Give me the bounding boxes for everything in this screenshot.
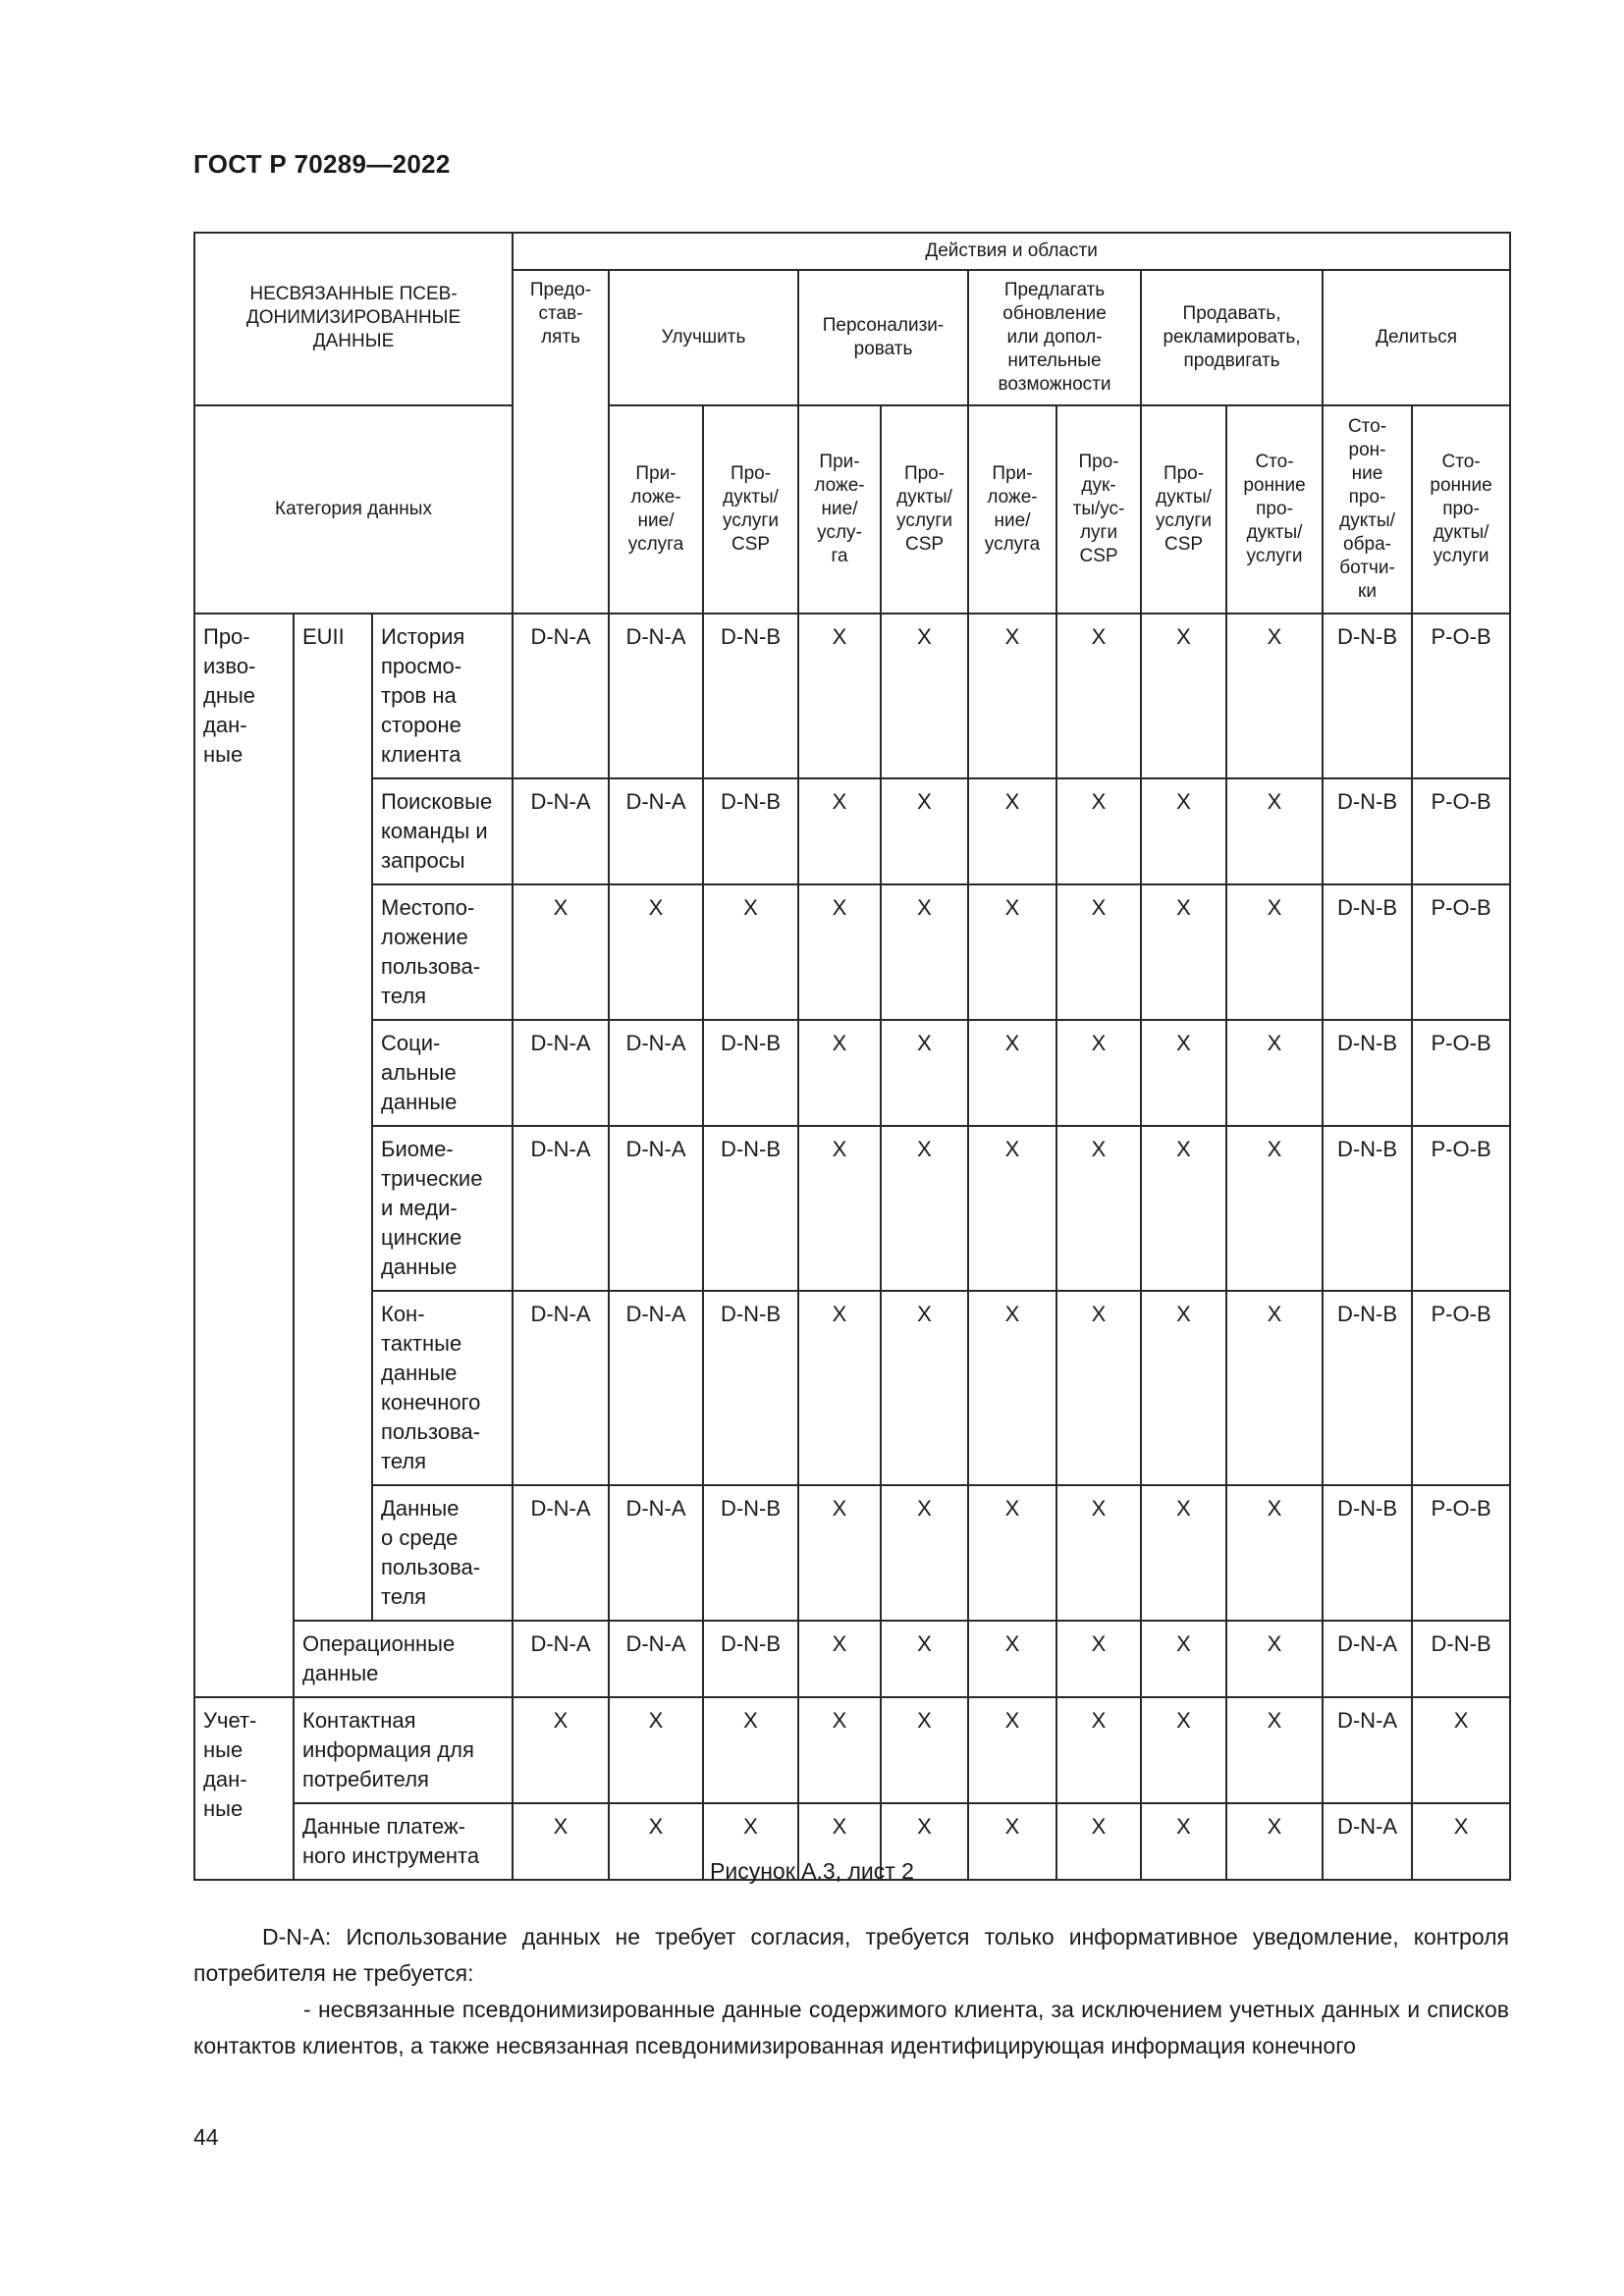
cell-value: X (1226, 1485, 1323, 1621)
cell-value: P-O-B (1412, 1291, 1510, 1485)
cell-value: P-O-B (1412, 884, 1510, 1020)
cell-value: X (881, 1485, 968, 1621)
cell-value: X (798, 1291, 881, 1485)
cell-value: D-N-A (513, 1621, 609, 1697)
cell-value: D-N-A (1323, 1621, 1412, 1697)
cell-value: X (1226, 778, 1323, 884)
figure-caption: Рисунок А.3, лист 2 (710, 1858, 914, 1884)
cell-value: X (881, 1621, 968, 1697)
cell-value: D-N-A (609, 778, 703, 884)
cell-value: X (881, 1020, 968, 1126)
cell-value: X (1226, 614, 1323, 778)
cell-value: X (798, 1621, 881, 1697)
cell-value: X (513, 1803, 609, 1880)
cell-value: P-O-B (1412, 614, 1510, 778)
cell-value: X (1141, 1485, 1226, 1621)
cell-value: X (609, 884, 703, 1020)
cell-value: D-N-A (513, 1485, 609, 1621)
table-row (194, 1126, 1510, 1291)
table-row (194, 1485, 1510, 1621)
cell-value: X (609, 1697, 703, 1803)
table-title: НЕСВЯЗАННЫЕ ПСЕВ- ДОНИМИЗИРОВАННЫЕ ДАННЫЕ (194, 233, 513, 405)
row-label: Местопо- ложение пользова- теля (372, 884, 513, 1020)
page-number: 44 (193, 2124, 219, 2150)
cell-value: D-N-B (1323, 614, 1412, 778)
cell-value: X (1056, 1020, 1141, 1126)
row-label: Данные о среде пользова- теля (372, 1485, 513, 1621)
cell-value: X (1141, 1803, 1226, 1880)
cell-value: X (798, 1126, 881, 1291)
subheader-share-processors: Сто- рон- ние про- дукты/ обра- ботчи- ки (1323, 405, 1412, 614)
cell-value: X (609, 1803, 703, 1880)
cell-value: D-N-A (513, 778, 609, 884)
cell-value: X (968, 1803, 1056, 1880)
cell-value: D-N-B (703, 1485, 798, 1621)
row-label: Данные платеж- ного инструмента (294, 1803, 513, 1880)
cell-value: P-O-B (1412, 1126, 1510, 1291)
cell-value: X (881, 1803, 968, 1880)
table-row (194, 1621, 1510, 1697)
cell-value: X (968, 1126, 1056, 1291)
cell-value: X (968, 1621, 1056, 1697)
cell-value: X (798, 1803, 881, 1880)
row-label: Операционные данные (294, 1621, 513, 1697)
subheader-improve-products: Про- дукты/ услуги CSP (703, 405, 798, 614)
definition-paragraph: D-N-A: Использование данных не требует согласия, требуется только информативное уведомление, контроля потребителя не требуется: (193, 1924, 1509, 1986)
cell-value: X (798, 614, 881, 778)
cell-value: X (1226, 1291, 1323, 1485)
cell-value: X (1056, 1126, 1141, 1291)
cell-value: D-N-A (609, 1020, 703, 1126)
row-label: Контактная информация для потребителя (294, 1697, 513, 1803)
cell-value: X (1056, 778, 1141, 884)
cell-value: X (1226, 1803, 1323, 1880)
table-row (194, 1020, 1510, 1126)
cell-value: P-O-B (1412, 1020, 1510, 1126)
cell-value: D-N-A (1323, 1803, 1412, 1880)
cell-value: D-N-B (1323, 1485, 1412, 1621)
cell-value: D-N-A (609, 1621, 703, 1697)
cell-value: D-N-B (1323, 1291, 1412, 1485)
cell-value: X (798, 1697, 881, 1803)
cell-value: D-N-B (1412, 1621, 1510, 1697)
document-header: ГОСТ Р 70289—2022 (193, 149, 451, 179)
cell-value: X (881, 778, 968, 884)
list-item-paragraph: - несвязанные псевдонимизированные данные содержимого клиента, за исключением учетных данных и списков контактов клиентов, а также несвязанная псевдонимизированная идентифицирующая информация конечного (193, 1997, 1509, 2058)
subheader-personalize-products: Про- дукты/ услуги CSP (881, 405, 968, 614)
cell-value: D-N-B (1323, 778, 1412, 884)
group-euii: EUII (294, 614, 372, 1621)
cell-value: X (1141, 614, 1226, 778)
subheader-offer-products: Про- дук- ты/ус- луги CSP (1056, 405, 1141, 614)
subheader-offer-app: При- ложе- ние/ услуга (968, 405, 1056, 614)
subheader-share-third-party: Сто- ронние про- дукты/ услуги (1412, 405, 1510, 614)
cell-value: X (1056, 614, 1141, 778)
cell-value: D-N-B (703, 778, 798, 884)
cell-value: X (968, 614, 1056, 778)
cell-value: D-N-A (513, 1020, 609, 1126)
cell-value: X (1226, 884, 1323, 1020)
cell-value: X (1141, 1291, 1226, 1485)
subheader-sell-third-party: Сто- ронние про- дукты/ услуги (1226, 405, 1323, 614)
cell-value: X (798, 884, 881, 1020)
cell-value: D-N-B (703, 614, 798, 778)
cell-value: X (1141, 884, 1226, 1020)
cell-value: X (703, 884, 798, 1020)
cell-value: X (968, 1291, 1056, 1485)
row-label: Поисковые команды и запросы (372, 778, 513, 884)
row-label: Кон- тактные данные конечного пользова- теля (372, 1291, 513, 1485)
cell-value: X (1056, 1485, 1141, 1621)
cell-value: D-N-B (703, 1126, 798, 1291)
header-improve: Улучшить (609, 270, 798, 405)
table-row (194, 1291, 1510, 1485)
group-account-data: Учет- ные дан- ные (194, 1697, 294, 1880)
subheader-sell-products: Про- дукты/ услуги CSP (1141, 405, 1226, 614)
header-share: Делиться (1323, 270, 1510, 405)
category-header: Категория данных (194, 405, 513, 614)
cell-value: X (1141, 1126, 1226, 1291)
cell-value: D-N-A (513, 1126, 609, 1291)
cell-value: X (968, 1020, 1056, 1126)
header-provide: Предо- став- лять (513, 270, 609, 614)
header-sell: Продавать, рекламировать, продвигать (1141, 270, 1323, 405)
table-row (194, 884, 1510, 1020)
table-row (194, 778, 1510, 884)
table-row (194, 1697, 1510, 1803)
cell-value: D-N-A (513, 1291, 609, 1485)
cell-value: X (1056, 884, 1141, 1020)
cell-value: X (968, 778, 1056, 884)
group-derived-data: Про- изво- дные дан- ные (194, 614, 294, 1697)
cell-value: X (1056, 1803, 1141, 1880)
cell-value: X (1141, 1020, 1226, 1126)
cell-value: X (513, 1697, 609, 1803)
cell-value: X (881, 884, 968, 1020)
cell-value: X (1141, 1621, 1226, 1697)
cell-value: X (968, 884, 1056, 1020)
cell-value: D-N-A (513, 614, 609, 778)
cell-value: X (881, 1697, 968, 1803)
cell-value: X (881, 1126, 968, 1291)
cell-value: D-N-A (609, 1485, 703, 1621)
cell-value: D-N-A (609, 614, 703, 778)
cell-value: X (1226, 1126, 1323, 1291)
header-personalize: Персонализи- ровать (798, 270, 968, 405)
cell-value: D-N-B (703, 1621, 798, 1697)
subheader-improve-app: При- ложе- ние/ услуга (609, 405, 703, 614)
row-label: История просмо- тров на стороне клиента (372, 614, 513, 778)
cell-value: P-O-B (1412, 778, 1510, 884)
cell-value: D-N-A (1323, 1697, 1412, 1803)
cell-value: X (1412, 1803, 1510, 1880)
header-offer: Предлагать обновление или допол- нительные возможности (968, 270, 1141, 405)
cell-value: X (1056, 1697, 1141, 1803)
cell-value: P-O-B (1412, 1485, 1510, 1621)
cell-value: X (1226, 1697, 1323, 1803)
cell-value: D-N-B (1323, 1126, 1412, 1291)
cell-value: D-N-B (703, 1291, 798, 1485)
actions-header: Действия и области (513, 233, 1510, 270)
cell-value: D-N-A (609, 1291, 703, 1485)
cell-value: X (703, 1697, 798, 1803)
data-usage-table (193, 232, 1511, 1881)
cell-value: X (1412, 1697, 1510, 1803)
cell-value: X (1226, 1621, 1323, 1697)
cell-value: D-N-A (609, 1126, 703, 1291)
cell-value: X (881, 1291, 968, 1485)
cell-value: D-N-B (703, 1020, 798, 1126)
cell-value: X (1056, 1291, 1141, 1485)
cell-value: X (1226, 1020, 1323, 1126)
cell-value: X (968, 1485, 1056, 1621)
cell-value: X (1056, 1621, 1141, 1697)
cell-value: X (881, 614, 968, 778)
subheader-personalize-app: При- ложе- ние/ услу- га (798, 405, 881, 614)
cell-value: X (798, 1020, 881, 1126)
cell-value: X (1141, 1697, 1226, 1803)
cell-value: X (513, 884, 609, 1020)
row-label: Соци- альные данные (372, 1020, 513, 1126)
cell-value: X (703, 1803, 798, 1880)
table-row (194, 614, 1510, 778)
cell-value: X (968, 1697, 1056, 1803)
cell-value: X (1141, 778, 1226, 884)
row-label: Биоме- трические и меди- цинские данные (372, 1126, 513, 1291)
cell-value: D-N-B (1323, 884, 1412, 1020)
cell-value: X (798, 778, 881, 884)
cell-value: X (798, 1485, 881, 1621)
cell-value: D-N-B (1323, 1020, 1412, 1126)
